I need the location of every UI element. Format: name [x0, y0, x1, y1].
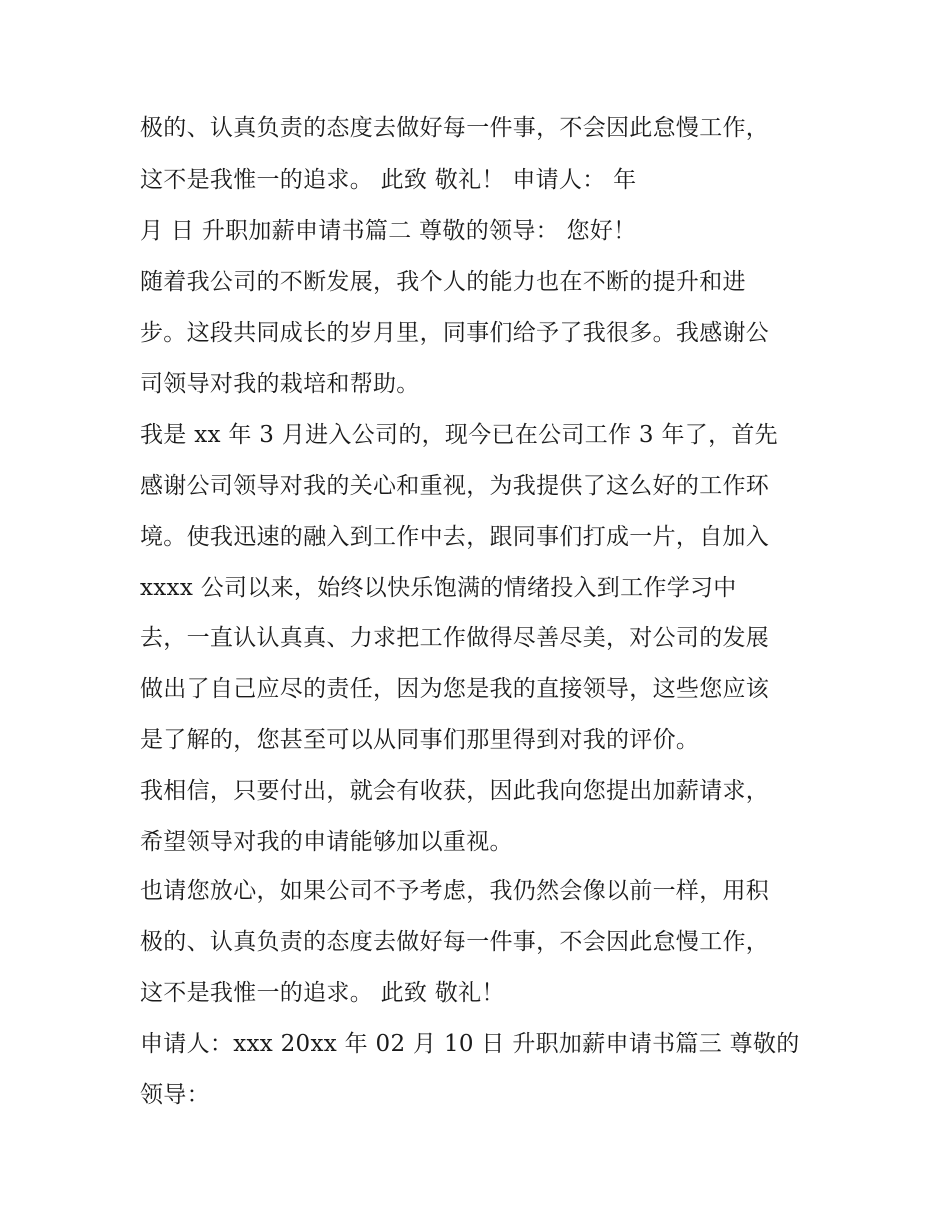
text-line: 也请您放心，如果公司不予考虑，我仍然会像以前一样，用积 — [140, 878, 770, 904]
text-line: 做出了自己应尽的责任，因为您是我的直接领导，这些您应该 — [140, 676, 770, 702]
text-line: 随着我公司的不断发展，我个人的能力也在不断的提升和进 — [140, 269, 746, 295]
text-line: 领导： — [140, 1082, 210, 1108]
text-line: xxxx 公司以来，始终以快乐饱满的情绪投入到工作学习中 — [140, 575, 737, 601]
text-line: 是了解的，您甚至可以从同事们那里得到对我的评价。 — [140, 727, 700, 753]
text-line: 极的、认真负责的态度去做好每一件事，不会因此怠慢工作， — [140, 929, 770, 955]
text-line: 境。使我迅速的融入到工作中去，跟同事们打成一片，自加入 — [140, 524, 770, 550]
text-line: 步。这段共同成长的岁月里，同事们给予了我很多。我感谢公 — [140, 320, 770, 346]
text-line: 申请人：xxx 20xx 年 02 月 10 日 升职加薪申请书篇三 尊敬的 — [140, 1031, 800, 1057]
text-line: 这不是我惟一的追求。 此致 敬礼！ — [140, 980, 505, 1006]
text-line: 感谢公司领导对我的关心和重视，为我提供了这么好的工作环 — [140, 473, 770, 499]
text-line: 希望领导对我的申请能够加以重视。 — [140, 829, 513, 855]
text-line: 我相信，只要付出，就会有收获，因此我向您提出加薪请求， — [140, 778, 770, 804]
text-line: 司领导对我的栽培和帮助。 — [140, 371, 420, 397]
text-line: 我是 xx 年 3 月进入公司的，现今已在公司工作 3 年了，首先 — [140, 422, 778, 448]
text-line: 月 日 升职加薪申请书篇二 尊敬的领导： 您好！ — [140, 218, 637, 244]
text-line: 去，一直认认真真、力求把工作做得尽善尽美，对公司的发展 — [140, 625, 770, 651]
text-line: 这不是我惟一的追求。 此致 敬礼！ 申请人： 年 — [140, 167, 637, 193]
text-line: 极的、认真负责的态度去做好每一件事，不会因此怠慢工作， — [140, 115, 770, 141]
